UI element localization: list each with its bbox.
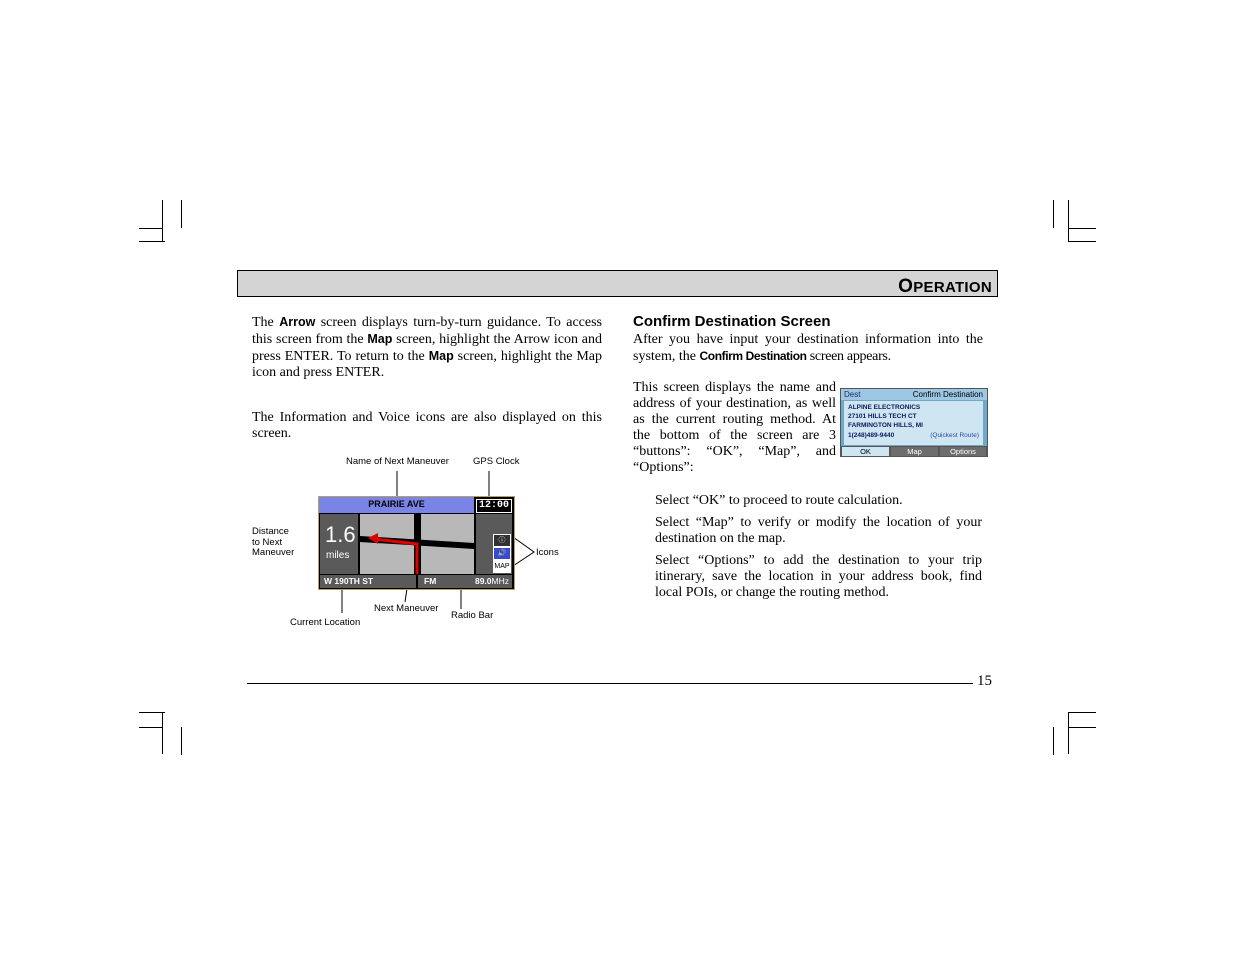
current-location-bar	[320, 575, 416, 588]
footer-rule	[247, 683, 973, 684]
gps-clock: 12:00	[476, 499, 512, 513]
section-title: OPERATION	[898, 276, 992, 297]
option-item-ok: Select “OK” to proceed to route calculation.	[655, 493, 903, 508]
information-icon: ⓘ	[493, 534, 511, 547]
label-gps-clock: GPS Clock	[473, 456, 520, 467]
distance-value: 1.6	[325, 522, 356, 547]
ok-button: OK	[842, 447, 889, 456]
maneuver-map	[360, 514, 474, 574]
confirm-header	[841, 389, 987, 400]
map-term: Map	[428, 349, 454, 363]
option-item-options: Select “Options” to add the destination to your trip itinerary, save the location in your address book, find local POIs, or change the routing method.	[655, 553, 982, 600]
voice-icon: 🔊	[493, 547, 511, 560]
confirm-destination-term: Confirm Destination	[699, 349, 807, 363]
label-current-location: Current Location	[290, 617, 361, 628]
confirm-intro-paragraph: After you have input your destination information into the system, the Confirm Destination screen appears.	[633, 332, 983, 364]
page-number: 15	[977, 673, 992, 689]
destination-city: FARMINGTON HILLS, MI	[848, 422, 923, 429]
confirm-button-bar	[841, 446, 987, 456]
dest-label: Dest	[844, 390, 861, 399]
map-term: Map	[367, 332, 393, 346]
confirm-title: Confirm Destination	[912, 390, 983, 399]
destination-details	[844, 401, 983, 445]
destination-phone: 1(248)489-9440	[848, 432, 895, 439]
routing-method: (Quickest Route)	[930, 432, 979, 439]
next-street-bar	[319, 497, 474, 513]
radio-bar	[418, 575, 512, 588]
icon-column	[476, 514, 512, 574]
icons-paragraph: The Information and Voice icons are also displayed on this screen.	[252, 410, 602, 441]
next-street-name: PRAIRIE AVE	[368, 499, 425, 509]
label-name-next-maneuver: Name of Next Maneuver	[346, 456, 449, 467]
distance-panel	[320, 514, 358, 574]
options-button: Options	[940, 447, 986, 456]
destination-name: ALPINE ELECTRONICS	[848, 404, 921, 411]
section-heading: Confirm Destination Screen	[633, 313, 831, 330]
radio-band: FM	[424, 576, 437, 586]
turn-arrow-icon	[360, 514, 474, 574]
radio-frequency: 89.0MHz	[474, 576, 509, 586]
distance-unit: miles	[326, 550, 350, 561]
map-icon: MAP	[493, 560, 511, 573]
map-button: Map	[891, 447, 938, 456]
current-street: W 190TH ST	[324, 576, 374, 586]
label-next-maneuver: Next Maneuver	[374, 603, 439, 614]
arrow-screen-illustration	[318, 496, 515, 590]
option-item-map: Select “Map” to verify or modify the location of your destination on the map.	[655, 515, 982, 546]
confirm-description-paragraph: This screen displays the name and address of your destination, as well as the current routing method. At the bottom of the screen are 3 “buttons”: “OK”, “Map”, and “Options”:	[633, 380, 836, 475]
label-distance: Distance to Next Maneuver	[252, 526, 295, 558]
label-icons: Icons	[536, 547, 559, 558]
confirm-destination-illustration	[840, 388, 988, 457]
arrow-screen-paragraph: The Arrow screen displays turn-by-turn guidance. To access this screen from the Map screen, highlight the Arrow icon and press ENTER. To return to the Map screen, highlight the Map icon and press ENTER.	[252, 315, 602, 380]
arrow-term: Arrow	[279, 315, 316, 329]
label-radio-bar: Radio Bar	[451, 610, 494, 621]
destination-street: 27101 HILLS TECH CT	[848, 413, 917, 420]
